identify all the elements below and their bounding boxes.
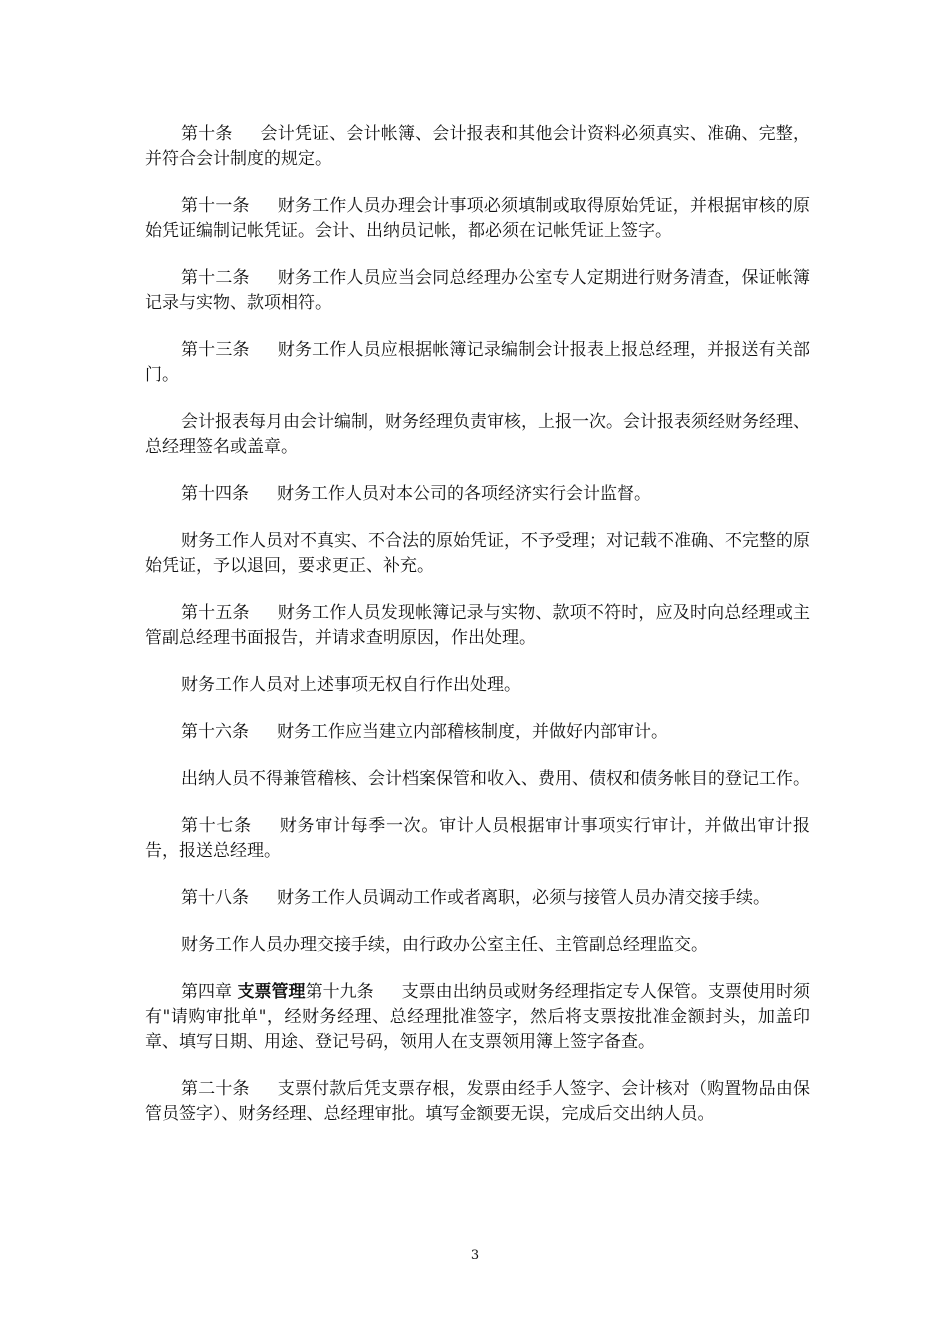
paragraph-article-13 <box>145 338 810 388</box>
paragraph-article-15 <box>145 601 810 651</box>
article-number: 第十六条 <box>181 722 249 742</box>
article-number: 第十八条 <box>181 888 249 908</box>
article-text: 财务工作人员对本公司的各项经济实行会计监督。 <box>277 484 651 504</box>
article-text: 会计凭证、会计帐簿、会计报表和其他会计资料必须真实、准确、完整，并符合会计制度的规定。 <box>145 124 811 169</box>
paragraph-text: 财务工作人员对上述事项无权自行作出处理。 <box>181 675 521 695</box>
article-number: 第十一条 <box>181 196 250 216</box>
article-text: 财务审计每季一次。审计人员根据审计事项实行审计，并做出审计报告，报送总经理。 <box>145 816 811 861</box>
article-number: 第十二条 <box>181 268 250 288</box>
article-text: 财务工作人员发现帐簿记录与实物、款项不符时，应及时向总经理或主管副总经理书面报告，并请求查明原因，作出处理。 <box>145 603 811 648</box>
paragraph-article-20 <box>145 1077 810 1127</box>
article-text: 财务工作应当建立内部稽核制度，并做好内部审计。 <box>277 722 668 742</box>
article-text: 财务工作人员应根据帐簿记录编制会计报表上报总经理，并报送有关部门。 <box>145 340 811 385</box>
document-body <box>145 122 810 1149</box>
paragraph-article-18 <box>145 886 810 911</box>
paragraph-text: 会计报表每月由会计编制，财务经理负责审核，上报一次。会计报表须经财务经理、总经理签名或盖章。 <box>145 412 810 457</box>
paragraph-text: 财务工作人员办理交接手续，由行政办公室主任、主管副总经理监交。 <box>181 935 708 955</box>
paragraph-article-16 <box>145 720 810 745</box>
article-text: 财务工作人员应当会同总经理办公室专人定期进行财务清查，保证帐簿记录与实物、款项相符。 <box>145 268 811 313</box>
article-number: 第十七条 <box>181 816 252 836</box>
paragraph-article-12 <box>145 266 810 316</box>
chapter-number: 第四章 <box>181 982 233 1002</box>
article-number: 第十条 <box>181 124 233 144</box>
paragraph-no-self-handling <box>145 673 810 698</box>
paragraph-report-review <box>145 410 810 460</box>
article-number: 第十五条 <box>181 603 250 623</box>
paragraph-cashier-restrictions <box>145 767 810 792</box>
article-text: 财务工作人员调动工作或者离职，必须与接管人员办清交接手续。 <box>277 888 770 908</box>
paragraph-article-14 <box>145 482 810 507</box>
article-number: 第十三条 <box>181 340 250 360</box>
paragraph-article-10 <box>145 122 810 172</box>
article-number: 第二十条 <box>181 1079 250 1099</box>
article-text: 支票付款后凭支票存根，发票由经手人签字、会计核对（购置物品由保管员签字）、财务经理、总经理审批。填写金额要无误，完成后交出纳人员。 <box>145 1079 811 1124</box>
paragraph-text: 出纳人员不得兼管稽核、会计档案保管和收入、费用、债权和债务帐目的登记工作。 <box>181 769 810 789</box>
paragraph-invalid-vouchers <box>145 529 810 579</box>
article-number: 第十九条 <box>305 982 374 1002</box>
article-text: 财务工作人员办理会计事项必须填制或取得原始凭证，并根据审核的原始凭证编制记帐凭证。会计、出纳员记帐，都必须在记帐凭证上签字。 <box>145 196 811 241</box>
paragraph-handover-supervision <box>145 933 810 958</box>
article-text: 支票由出纳员或财务经理指定专人保管。支票使用时须有"请购审批单"，经财务经理、总经理批准签字，然后将支票按批准金额封头，加盖印章、填写日期、用途、登记号码，领用人在支票领用簿上签字备查。 <box>145 982 811 1052</box>
paragraph-chapter-4-article-19 <box>145 980 810 1055</box>
paragraph-article-17 <box>145 814 810 864</box>
paragraph-text: 财务工作人员对不真实、不合法的原始凭证，不予受理；对记载不准确、不完整的原始凭证，予以退回，要求更正、补充。 <box>145 531 810 576</box>
page-number: 3 <box>470 1248 480 1263</box>
chapter-title: 支票管理 <box>237 982 306 1002</box>
article-number: 第十四条 <box>181 484 249 504</box>
paragraph-article-11 <box>145 194 810 244</box>
